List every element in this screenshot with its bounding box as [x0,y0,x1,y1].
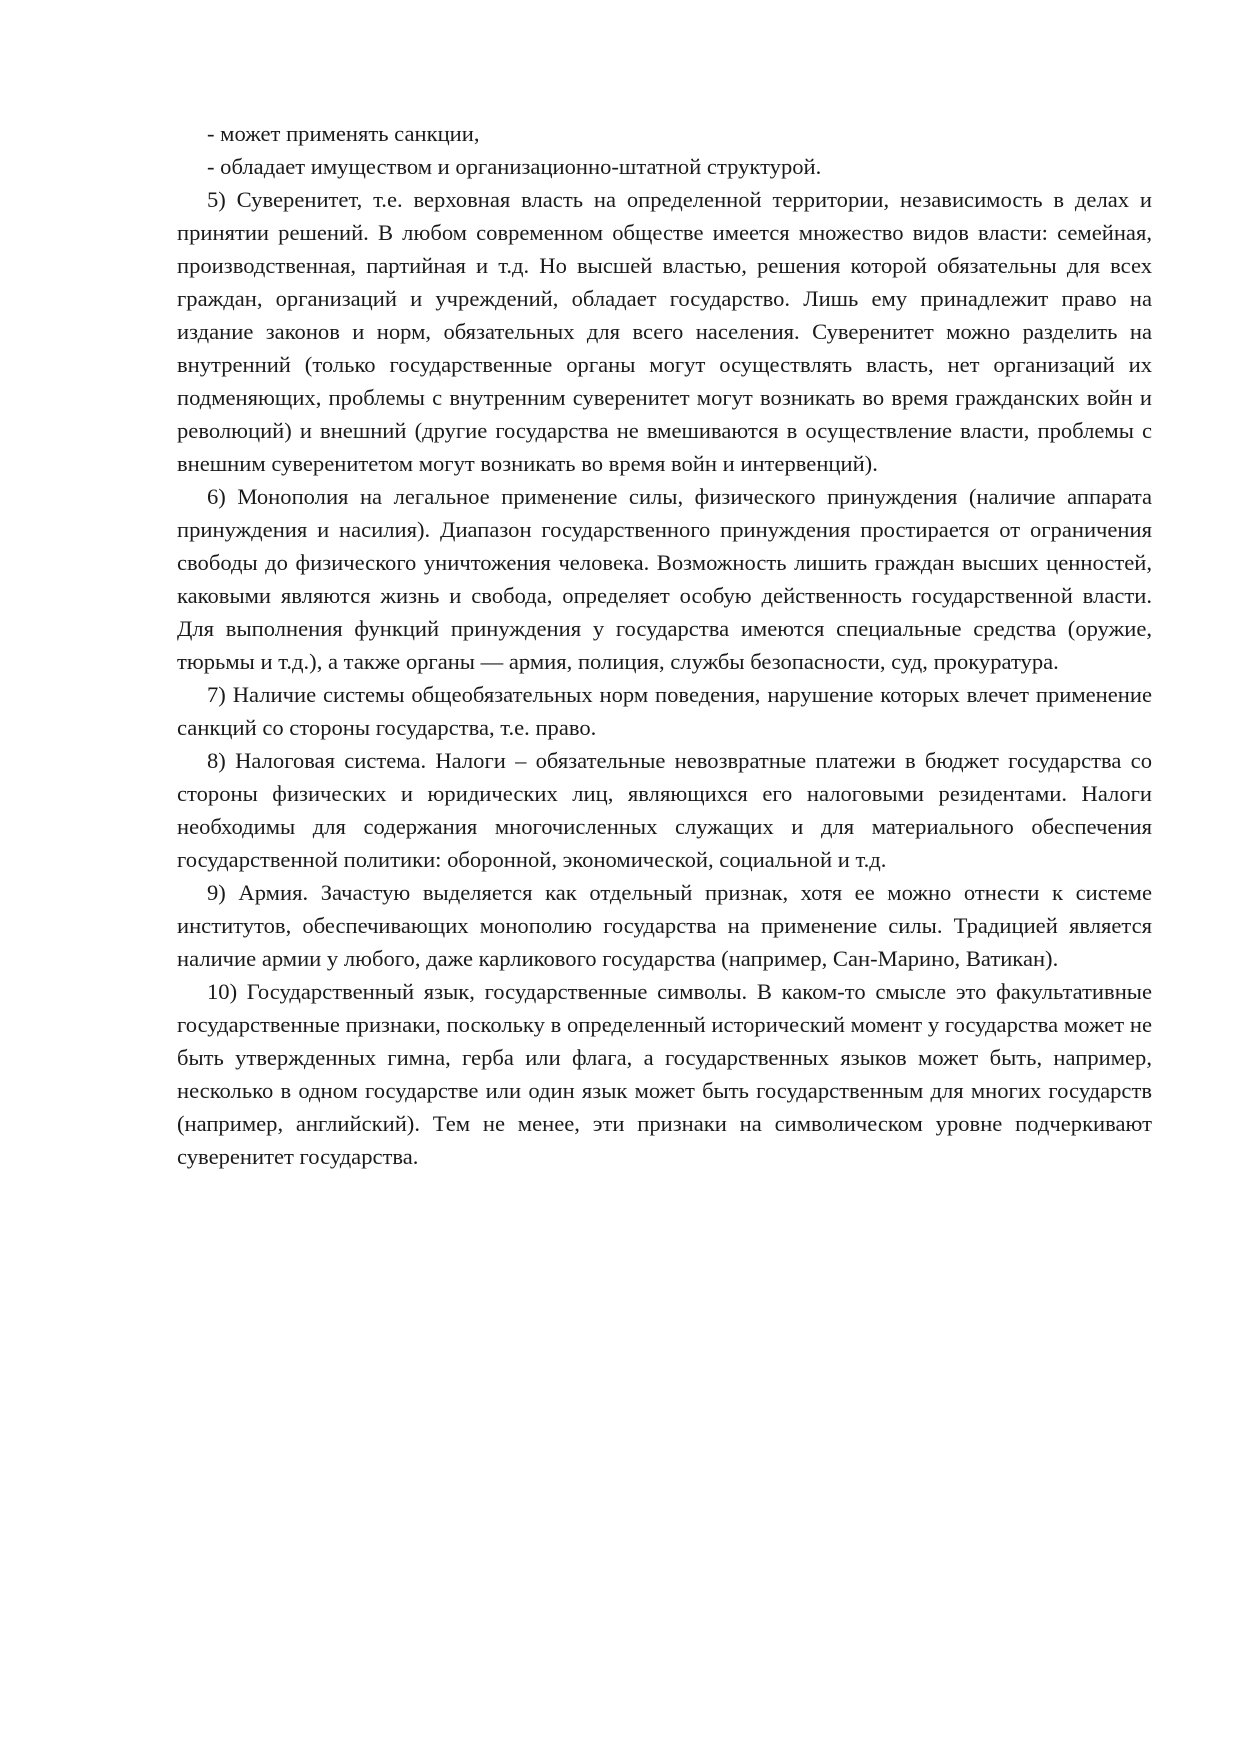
paragraph-army: 9) Армия. Зачастую выделяется как отдельный признак, хотя ее можно отнести к системе институтов, обеспечивающих монополию государства на применение силы. Традицией является наличие армии у любого, даже карликового государства (например, Сан-Марино, Ватикан). [177,880,1152,971]
paragraph-monopoly-force: 6) Монополия на легальное применение силы, физического принуждения (наличие аппарата принуждения и насилия). Диапазон государственного принуждения простирается от ограничения свободы до физического уничтожения человека. Возможность лишить граждан высших ценностей, каковыми являются жизнь и свобода, определяет особую действенность государственной власти. Для выполнения функций принуждения у государства имеются специальные средства (оружие, тюрьмы и т.д.), а также органы — армия, полиция, службы безопасности, суд, прокуратура. [177,484,1152,674]
paragraph-norms-law: 7) Наличие системы общеобязательных норм поведения, нарушение которых влечет применение санкций со стороны государства, т.е. право. [177,682,1152,740]
paragraph-sanctions: - может применять санкции, [207,121,480,146]
paragraph-sovereignty: 5) Суверенитет, т.е. верховная власть на определенной территории, независимость в делах и принятии решений. В любом современном обществе имеется множество видов власти: семейная, производственная, партийная и т.д. Но высшей властью, решения которой обязательны для всех граждан, организаций и учреждений, обладает государство. Лишь ему принадлежит право на издание законов и норм, обязательных для всего населения. Суверенитет можно разделить на внутренний (только государственные органы могут осуществлять власть, нет организаций их подменяющих, проблемы с внутренним суверенитет могут возникать во время гражданских войн и революций) и внешний (другие государства не вмешиваются в осуществление власти, проблемы с внешним суверенитетом могут возникать во время войн и интервенций). [177,187,1152,476]
document-body [177,117,1152,1173]
paragraph-property: - обладает имуществом и организационно-штатной структурой. [207,154,822,179]
paragraph-tax-system: 8) Налоговая система. Налоги – обязательные невозвратные платежи в бюджет государства со стороны физических и юридических лиц, являющихся его налоговыми резидентами. Налоги необходимы для содержания многочисленных служащих и для материального обеспечения государственной политики: оборонной, экономической, социальной и т.д. [177,748,1152,872]
paragraph-language-symbols: 10) Государственный язык, государственные символы. В каком-то смысле это факультативные государственные признаки, поскольку в определенный исторический момент у государства может не быть утвержденных гимна, герба или флага, а государственных языков может быть, например, несколько в одном государстве или один язык может быть государственным для многих государств (например, английский). Тем не менее, эти признаки на символическом уровне подчеркивают суверенитет государства. [177,979,1152,1169]
